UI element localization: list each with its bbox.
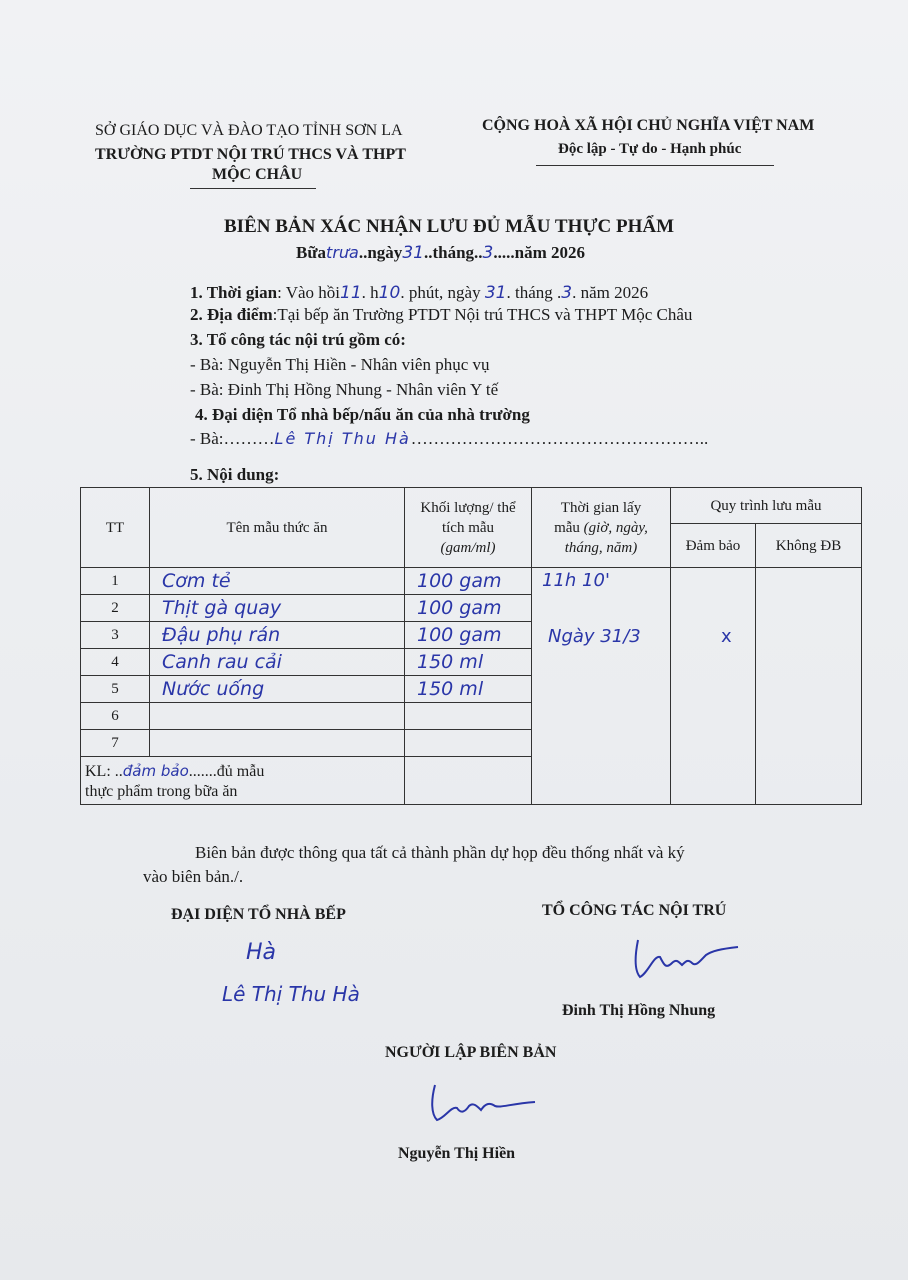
meal-date-line: Bữatrưa..ngày31..tháng..3.....năm 2026 xyxy=(296,243,585,263)
ok-cell xyxy=(671,568,756,805)
quantity-cell: 150 ml xyxy=(405,676,532,703)
conclusion-quantity-cell xyxy=(405,757,532,805)
row-number: 1 xyxy=(81,568,150,595)
quantity-cell: 100 gam xyxy=(405,568,532,595)
team-member-2: - Bà: Đinh Thị Hồng Nhung - Nhân viên Y tế xyxy=(190,380,499,399)
month-value: 3 xyxy=(482,243,494,263)
not-ok-cell xyxy=(756,568,862,805)
closing-line-2: vào biên bản./. xyxy=(143,867,244,886)
header-sample-time: Thời gian lấy mẫu (giờ, ngày, tháng, năm) xyxy=(532,488,671,568)
date-month-value: 3 xyxy=(561,283,573,303)
header-ok: Đảm bảo xyxy=(671,524,756,568)
section-team-heading: 3. Tổ công tác nội trú gồm có: xyxy=(190,330,406,349)
quantity-cell xyxy=(405,703,532,730)
conclusion-value: đảm bảo xyxy=(122,762,189,780)
food-name-cell: Thịt gà quay xyxy=(150,595,405,622)
country-name: CỘNG HOÀ XÃ HỘI CHỦ NGHĨA VIỆT NAM xyxy=(482,117,815,134)
hour-value: 11 xyxy=(340,283,362,303)
section-kitchen-heading: 4. Đại diện Tổ nhà bếp/nấu ăn của nhà trường xyxy=(195,405,530,424)
row-number: 6 xyxy=(81,703,150,730)
quantity-cell: 100 gam xyxy=(405,595,532,622)
header-food-name: Tên mẫu thức ăn xyxy=(150,488,405,568)
row-number: 3 xyxy=(81,622,150,649)
closing-line-1: Biên bản được thông qua tất cả thành phần dự họp đều thống nhất và ký xyxy=(195,843,685,862)
day-value: 31 xyxy=(402,243,424,263)
food-sample-table xyxy=(80,487,862,805)
kitchen-rep-line: - Bà:………Lê Thị Thu Hà…………………………………………….. xyxy=(190,429,709,448)
row-number: 7 xyxy=(81,730,150,757)
quantity-cell: 100 gam xyxy=(405,622,532,649)
preparer-signed-name: Nguyễn Thị Hiền xyxy=(398,1145,516,1162)
boarding-signed-name: Đinh Thị Hồng Nhung xyxy=(562,1002,716,1019)
document-title: BIÊN BẢN XÁC NHẬN LƯU ĐỦ MẪU THỰC PHẨM xyxy=(224,216,675,237)
sample-time-cell xyxy=(532,568,671,805)
preparer-signature-graphic xyxy=(425,1080,545,1130)
kitchen-rep-name: Lê Thị Thu Hà xyxy=(274,429,411,448)
row-number: 4 xyxy=(81,649,150,676)
row-number: 5 xyxy=(81,676,150,703)
kitchen-sign-title: ĐẠI DIỆN TỔ NHÀ BẾP xyxy=(171,906,346,923)
boarding-sign-title: TỔ CÔNG TÁC NỘI TRÚ xyxy=(542,902,727,919)
section-time: 1. Thời gian: Vào hồi11. h10. phút, ngày 31. tháng .3. năm 2026 xyxy=(190,283,649,303)
school-name-line1: TRƯỜNG PTDT NỘI TRÚ THCS VÀ THPT xyxy=(95,146,406,163)
sample-hour: 11h 10' xyxy=(542,570,610,591)
row-number: 2 xyxy=(81,595,150,622)
food-name-cell: Đậu phụ rán xyxy=(150,622,405,649)
meal-value: trưa xyxy=(326,243,359,262)
header-quantity: Khối lượng/ thể tích mẫu (gam/ml) xyxy=(405,488,532,568)
section-content-heading: 5. Nội dung: xyxy=(190,465,280,484)
food-name-cell: Cơm tẻ xyxy=(150,568,405,595)
ok-mark: x xyxy=(721,626,732,647)
team-member-1: - Bà: Nguyễn Thị Hiền - Nhân viên phục vụ xyxy=(190,355,490,374)
kitchen-signature: Hà xyxy=(246,940,277,965)
school-name-line2: MỘC CHÂU xyxy=(212,166,303,183)
food-name-cell: Nước uống xyxy=(150,676,405,703)
date-day-value: 31 xyxy=(484,283,507,303)
department-name: SỞ GIÁO DỤC VÀ ĐÀO TẠO TỈNH SƠN LA xyxy=(95,122,403,139)
food-name-cell xyxy=(150,730,405,757)
header-left-underline xyxy=(190,188,316,189)
food-name-cell: Canh rau cải xyxy=(150,649,405,676)
table-row xyxy=(81,568,862,595)
minute-value: 10 xyxy=(378,283,401,303)
header-right-underline xyxy=(536,165,774,166)
sample-date: Ngày 31/3 xyxy=(548,626,641,647)
quantity-cell: 150 ml xyxy=(405,649,532,676)
boarding-signature-graphic xyxy=(630,935,750,985)
header-tt: TT xyxy=(81,488,150,568)
national-motto: Độc lập - Tự do - Hạnh phúc xyxy=(558,141,742,157)
conclusion-cell: KL: ..đảm bảo.......đủ mẫu thực phẩm trong bữa ăn xyxy=(81,757,405,805)
food-name-cell xyxy=(150,703,405,730)
preparer-sign-title: NGƯỜI LẬP BIÊN BẢN xyxy=(385,1044,557,1061)
kitchen-signed-name: Lê Thị Thu Hà xyxy=(222,982,360,1006)
header-not-ok: Không ĐB xyxy=(756,524,862,568)
quantity-cell xyxy=(405,730,532,757)
header-process: Quy trình lưu mẫu xyxy=(671,488,862,524)
section-location: 2. Địa điểm:Tại bếp ăn Trường PTDT Nội trú THCS và THPT Mộc Châu xyxy=(190,305,693,324)
